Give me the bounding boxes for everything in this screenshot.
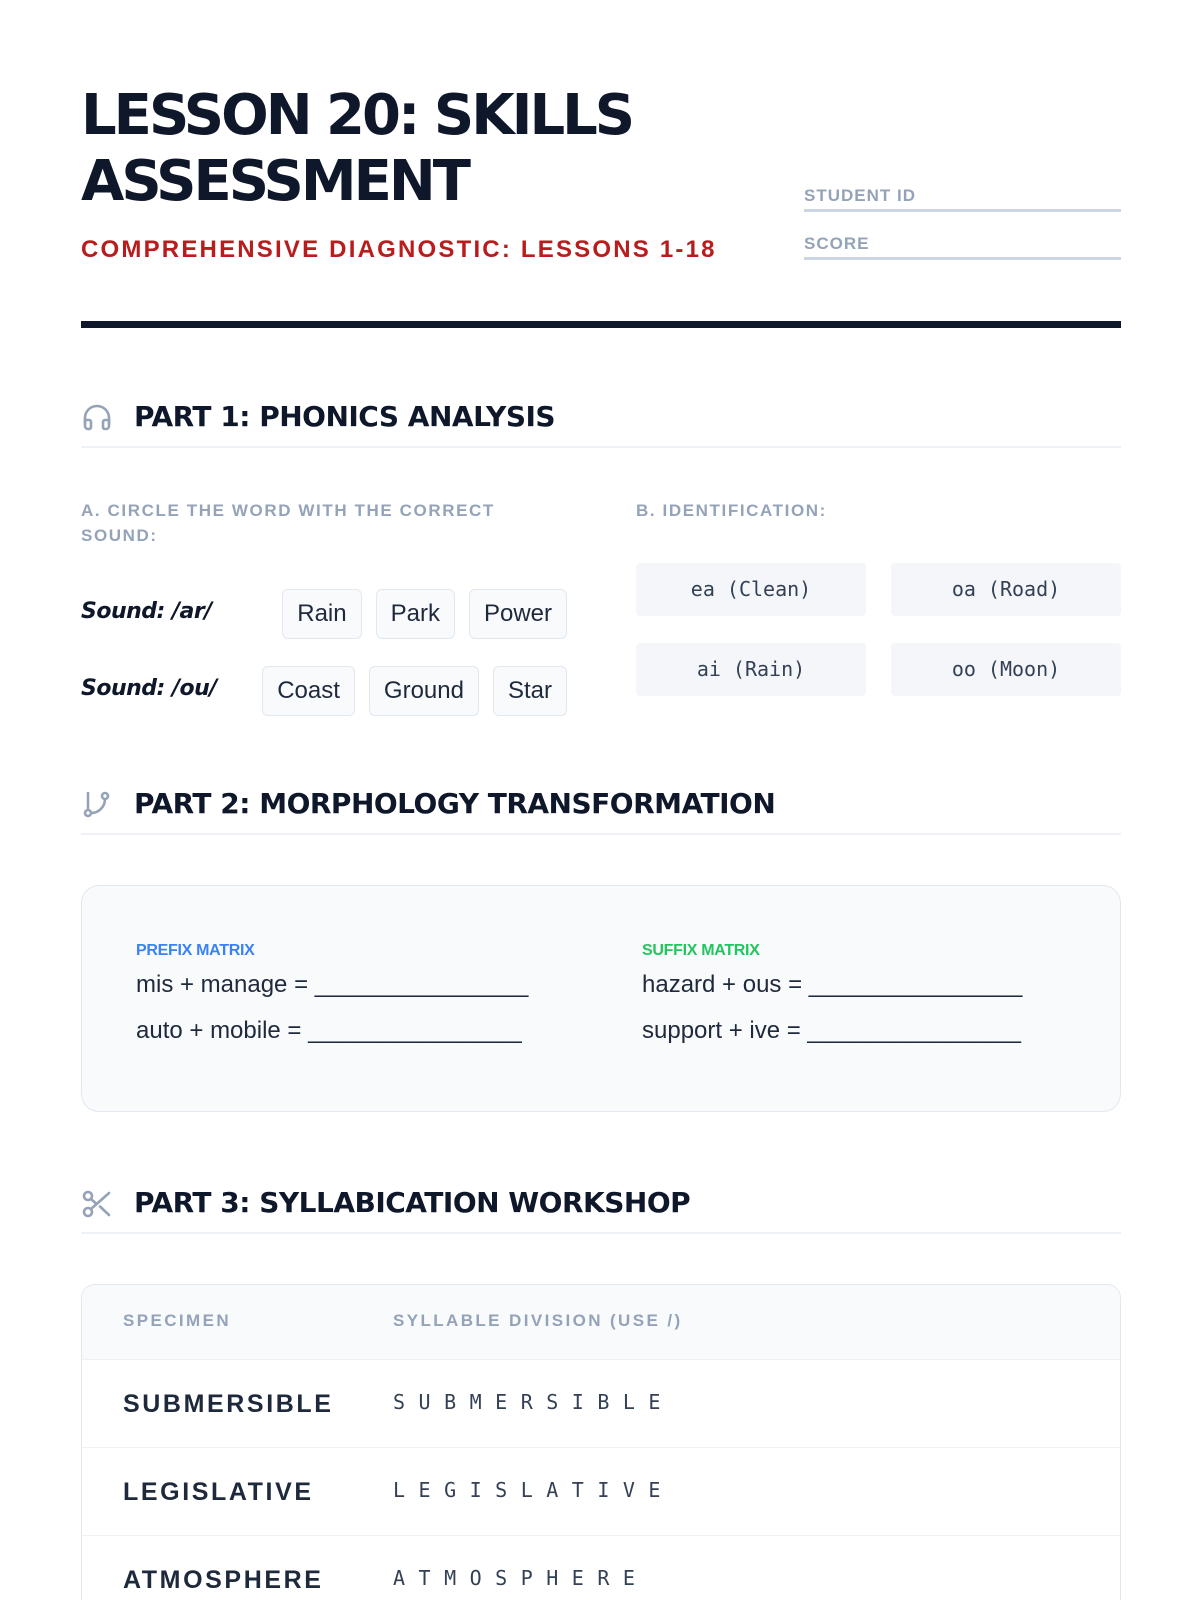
- sound-row: [81, 589, 567, 639]
- word-chip-rain[interactable]: Rain: [282, 589, 361, 639]
- identification-item[interactable]: ea (Clean): [636, 563, 866, 616]
- suffix-item[interactable]: support + ive = ________________: [642, 1017, 1021, 1044]
- identification-item[interactable]: oa (Road): [891, 563, 1121, 616]
- suffix-item[interactable]: hazard + ous = ________________: [642, 971, 1023, 998]
- word-chip-star[interactable]: Star: [493, 666, 567, 716]
- part2-header: [81, 785, 1121, 835]
- table-row: [82, 1535, 1120, 1600]
- sound-label: Sound: /ar/: [81, 599, 212, 624]
- word-chip-ground[interactable]: Ground: [369, 666, 479, 716]
- column-header-specimen: SPECIMEN: [123, 1311, 231, 1330]
- table-row: [82, 1447, 1120, 1535]
- syllable-division-field[interactable]: SUBMERSIBLE: [393, 1390, 674, 1414]
- syllable-division-field[interactable]: ATMOSPHERE: [393, 1566, 649, 1590]
- page-title: LESSON 20: SKILLS ASSESSMENT: [81, 83, 633, 214]
- headphones-icon: [81, 402, 113, 434]
- specimen-word: LEGISLATIVE: [123, 1478, 314, 1506]
- section-b-label: B. IDENTIFICATION:: [636, 501, 827, 520]
- prefix-item[interactable]: auto + mobile = ________________: [136, 1017, 522, 1044]
- sound-row: [81, 666, 567, 716]
- sound-label: Sound: /ou/: [81, 676, 217, 701]
- student-id-label: STUDENT ID: [804, 186, 916, 205]
- word-options: [282, 589, 567, 639]
- page-subtitle: COMPREHENSIVE DIAGNOSTIC: LESSONS 1-18: [81, 236, 717, 263]
- identification-item[interactable]: oo (Moon): [891, 643, 1121, 696]
- table-header: [82, 1285, 1120, 1359]
- word-options: [262, 666, 567, 716]
- student-id-field[interactable]: [804, 182, 1121, 212]
- prefix-item[interactable]: mis + manage = ________________: [136, 971, 529, 998]
- worksheet: [81, 0, 1121, 1594]
- scissors-icon: [81, 1188, 113, 1220]
- header-divider: [81, 321, 1121, 328]
- worksheet-header: [81, 0, 1121, 330]
- identification-item[interactable]: ai (Rain): [636, 643, 866, 696]
- suffix-matrix: [642, 942, 1022, 1048]
- table-row: [82, 1359, 1120, 1447]
- prefix-matrix: [136, 942, 528, 1048]
- syllable-division-field[interactable]: LEGISLATIVE: [393, 1478, 674, 1502]
- git-branch-icon: [81, 789, 113, 821]
- prefix-heading: PREFIX MATRIX: [136, 942, 255, 959]
- specimen-word: ATMOSPHERE: [123, 1566, 324, 1594]
- part2-title: PART 2: MORPHOLOGY TRANSFORMATION: [134, 787, 776, 820]
- word-chip-park[interactable]: Park: [376, 589, 455, 639]
- part1-header: [81, 398, 1121, 448]
- specimen-word: SUBMERSIBLE: [123, 1390, 334, 1418]
- part3-header: [81, 1184, 1121, 1234]
- syllabication-table: [81, 1284, 1121, 1600]
- suffix-heading: SUFFIX MATRIX: [642, 942, 760, 959]
- column-header-division: SYLLABLE DIVISION (USE /): [393, 1311, 683, 1330]
- part1-title: PART 1: PHONICS ANALYSIS: [134, 400, 556, 433]
- score-label: SCORE: [804, 234, 870, 253]
- score-field[interactable]: [804, 230, 1121, 260]
- word-chip-coast[interactable]: Coast: [262, 666, 355, 716]
- part3-title: PART 3: SYLLABICATION WORKSHOP: [134, 1186, 691, 1219]
- morphology-matrix: [81, 885, 1121, 1112]
- word-chip-power[interactable]: Power: [469, 589, 567, 639]
- section-a-label: A. CIRCLE THE WORD WITH THE CORRECT SOUND:: [81, 501, 495, 545]
